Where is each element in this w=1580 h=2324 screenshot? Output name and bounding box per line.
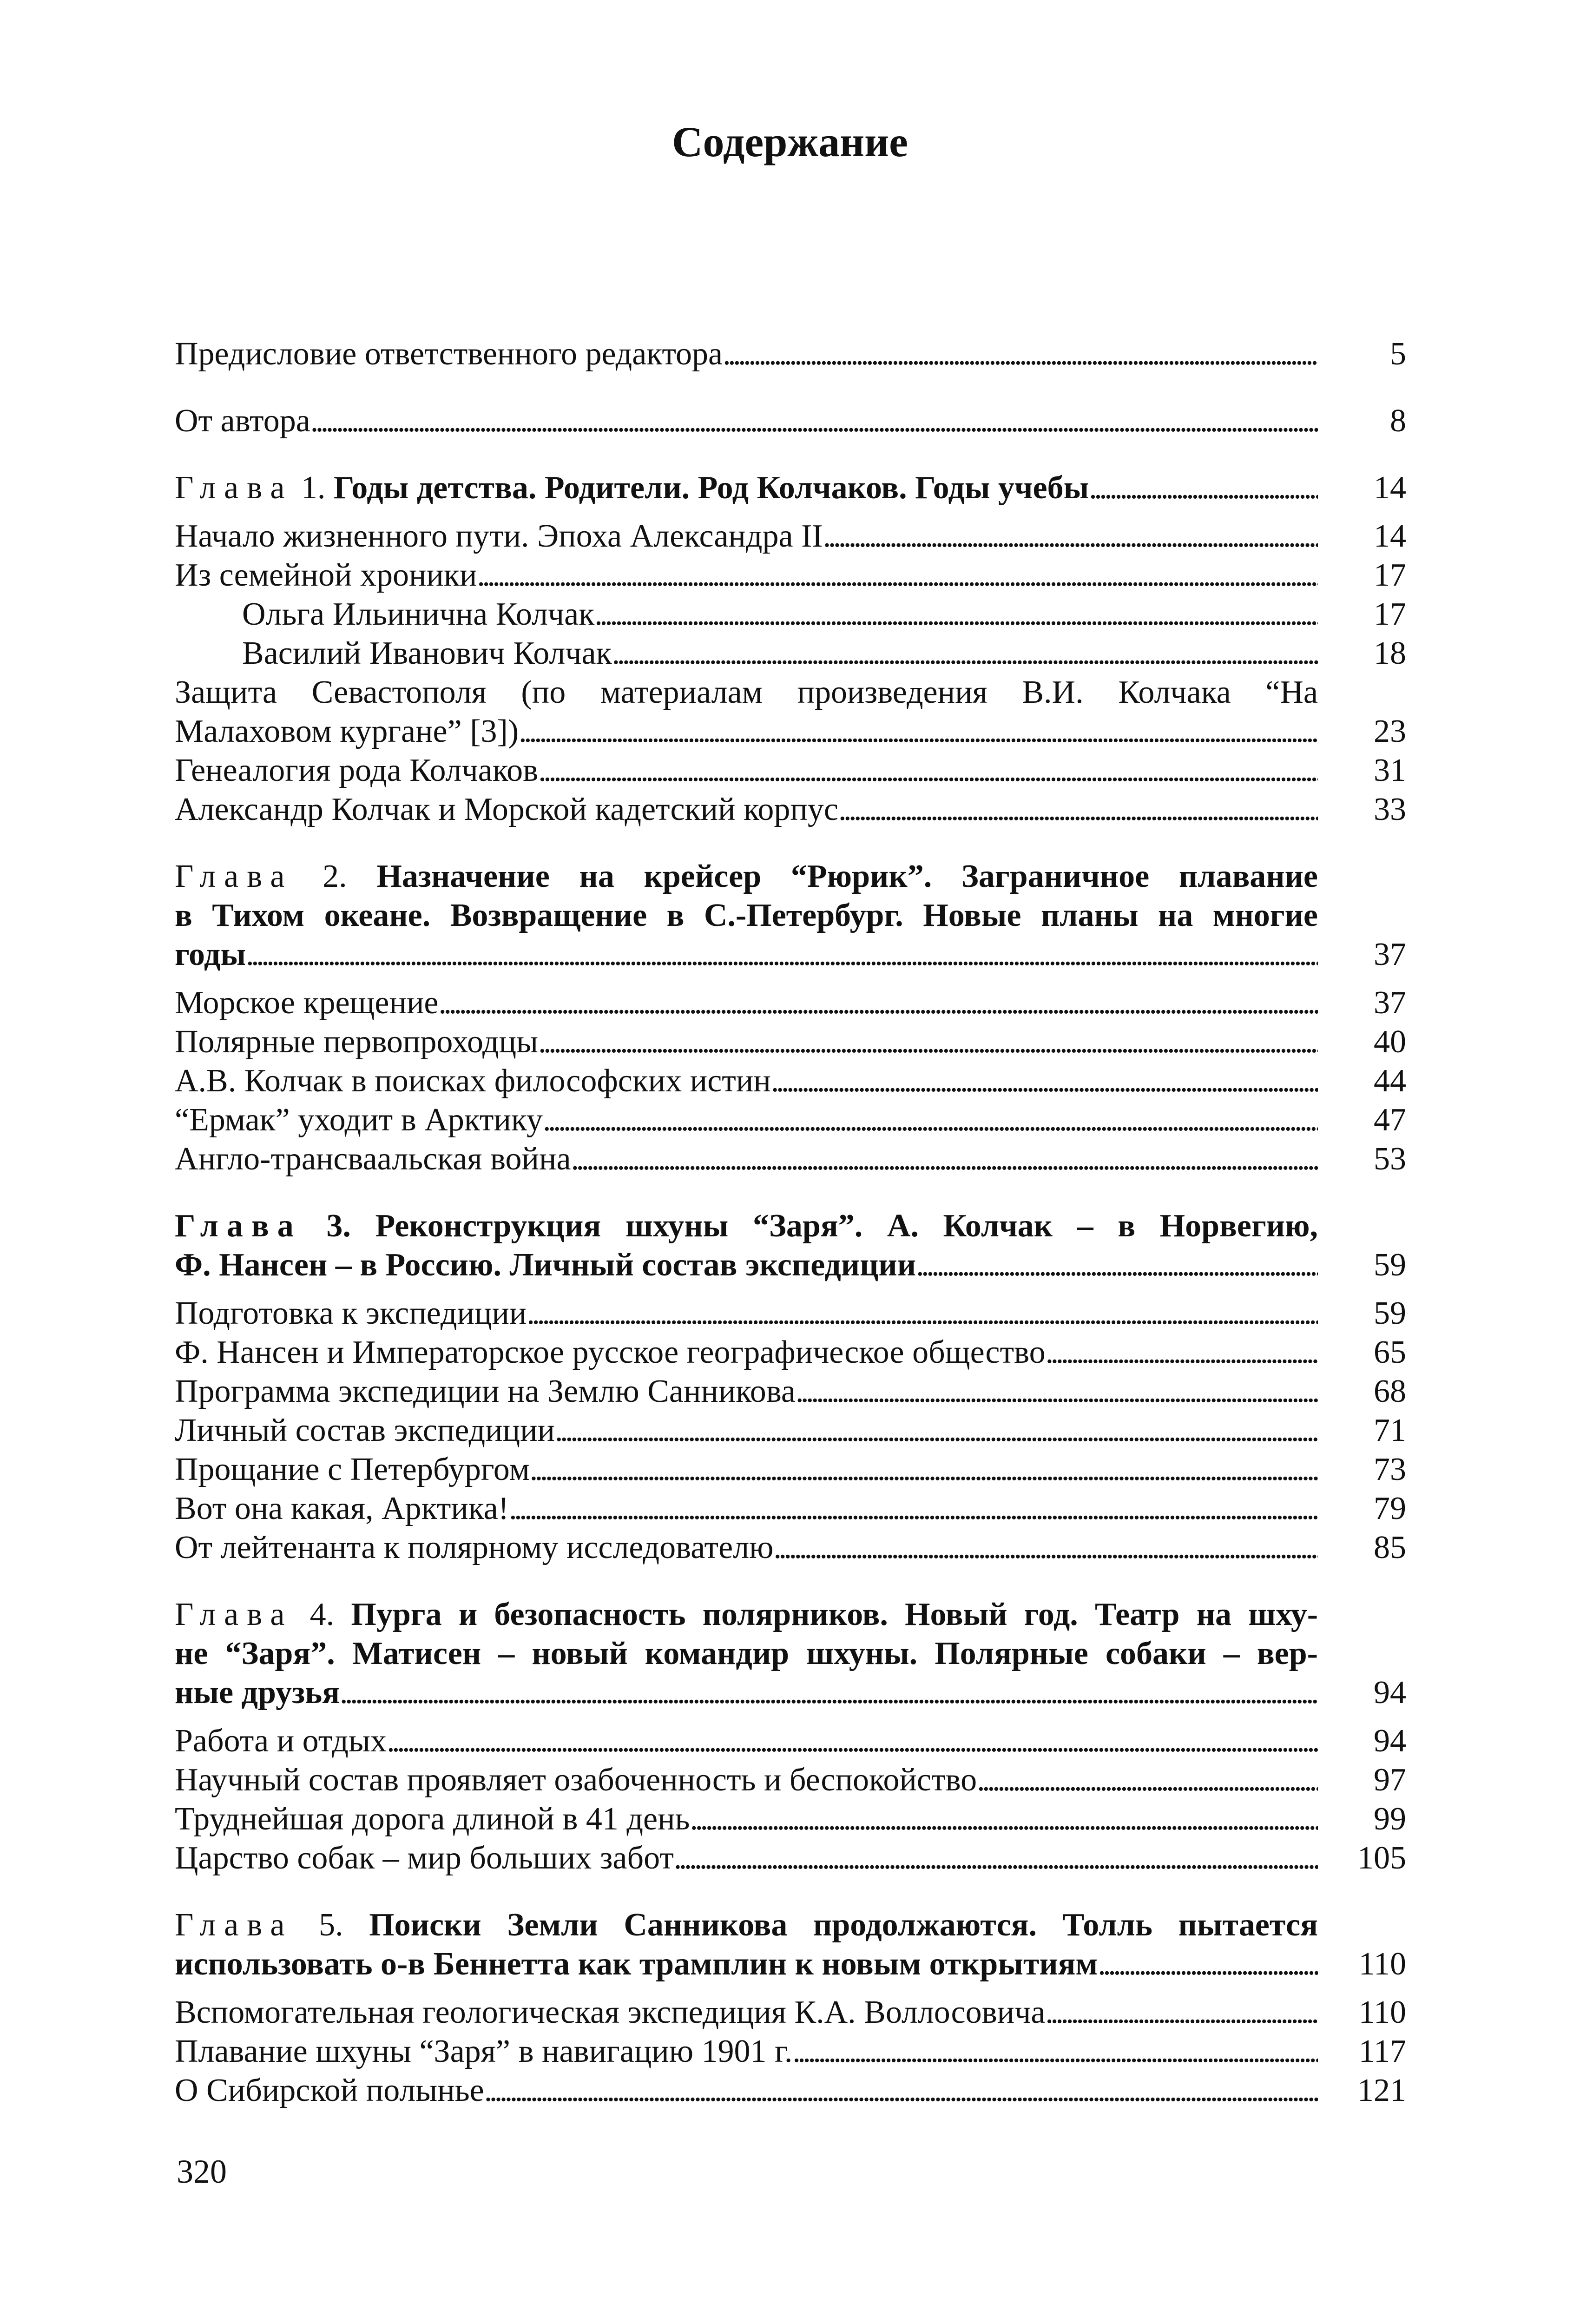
dot-leader xyxy=(555,1411,1318,1450)
entry-title: Личный состав экспедиции xyxy=(175,1413,555,1448)
dot-leader xyxy=(543,1101,1318,1140)
toc-entry xyxy=(175,1411,1406,1450)
chapter-title-line: Годы детства. Родители. Род Колчаков. Годы учебы xyxy=(333,470,1089,506)
entry-page: 33 xyxy=(1374,792,1406,827)
entry-title: “Ермак” уходит в Арктику xyxy=(175,1102,543,1138)
toc-entry xyxy=(175,1800,1406,1839)
dot-leader xyxy=(519,712,1318,751)
entry-title: Александр Колчак и Морской кадетский корпус xyxy=(175,792,838,827)
entry-title: Малаховом кургане” [3]) xyxy=(175,713,519,749)
entry-page: 59 xyxy=(1374,1295,1406,1331)
toc-entry xyxy=(175,1333,1406,1372)
toc-entry xyxy=(175,751,1406,790)
chapter-heading xyxy=(175,1595,1406,1634)
dot-leader xyxy=(773,1528,1318,1567)
dot-leader xyxy=(530,1450,1318,1489)
chapter-page: 14 xyxy=(1374,470,1406,506)
chapter-title-line: Реконструкция шхуны “Заря”. А. Колчак – в Норвегию, xyxy=(375,1208,1318,1244)
chapter-heading xyxy=(175,469,1406,508)
entry-page: 73 xyxy=(1374,1452,1406,1487)
toc-entry xyxy=(175,1528,1406,1567)
dot-leader xyxy=(796,1372,1318,1411)
toc-entry xyxy=(175,2032,1406,2071)
entry-page: 68 xyxy=(1374,1373,1406,1409)
entry-page: 94 xyxy=(1374,1723,1406,1759)
entry-title: Полярные первопроходцы xyxy=(175,1024,539,1060)
chapter-title-line: не “Заря”. Матисен – новый командир шхуны. Полярные собаки – вер- xyxy=(175,1636,1318,1671)
chapter-title-line: Ф. Нансен – в Россию. Личный состав экспедиции xyxy=(175,1247,916,1283)
chapter-heading-line xyxy=(175,1673,1406,1712)
dot-leader xyxy=(977,1761,1318,1800)
chapter-number: 2. xyxy=(323,858,347,894)
dot-leader xyxy=(484,2071,1318,2110)
entry-page: 47 xyxy=(1374,1102,1406,1138)
entry-page: 17 xyxy=(1374,557,1406,593)
chapter-heading xyxy=(175,1906,1406,1945)
toc-entry xyxy=(175,1722,1406,1761)
toc-entry xyxy=(175,517,1406,556)
chapter-label: Глава xyxy=(175,1907,293,1943)
toc-entry xyxy=(175,556,1406,595)
dot-leader xyxy=(838,790,1318,829)
dot-leader xyxy=(674,1839,1318,1878)
entry-page: 14 xyxy=(1374,518,1406,554)
entry-page: 110 xyxy=(1358,1994,1406,2030)
toc-entry xyxy=(175,1450,1406,1489)
entry-title: От автора xyxy=(175,403,310,439)
entry-title: Защита Севастополя (по материалам произведения В.И. Колчака “На xyxy=(175,674,1318,710)
toc-entry xyxy=(175,1372,1406,1411)
chapter-title-line: в Тихом океане. Возвращение в С.-Петербург. Новые планы на многие xyxy=(175,898,1318,933)
chapter-page: 110 xyxy=(1358,1946,1406,1982)
toc-entry xyxy=(175,1023,1406,1062)
dot-leader xyxy=(387,1722,1318,1761)
chapter-title-line: Назначение на крейсер “Рюрик”. Заграничное плавание xyxy=(376,858,1318,894)
chapter-title-line: ные друзья xyxy=(175,1675,340,1710)
entry-page: 8 xyxy=(1390,403,1406,439)
entry-page: 65 xyxy=(1374,1334,1406,1370)
entry-title: Вот она какая, Арктика! xyxy=(175,1491,509,1526)
chapter-heading xyxy=(175,857,1406,896)
dot-leader xyxy=(527,1294,1318,1333)
dot-leader xyxy=(612,634,1318,673)
chapter-label: Глава xyxy=(175,1597,293,1632)
entry-page: 105 xyxy=(1357,1840,1406,1876)
chapter-heading-line xyxy=(175,1945,1406,1984)
dot-leader xyxy=(792,2032,1318,2071)
entry-title: О Сибирской полынье xyxy=(175,2073,484,2108)
toc-entry xyxy=(175,790,1406,829)
toc-entry xyxy=(175,1839,1406,1878)
toc-entry xyxy=(175,1761,1406,1800)
entry-title: Труднейшая дорога длиной в 41 день xyxy=(175,1801,690,1837)
toc-entry xyxy=(175,402,1406,441)
entry-page: 121 xyxy=(1357,2073,1406,2108)
entry-title: Прощание с Петербургом xyxy=(175,1452,530,1487)
chapter-page: 94 xyxy=(1374,1675,1406,1710)
entry-title: Ольга Ильинична Колчак xyxy=(242,596,595,632)
toc-entry xyxy=(175,1140,1406,1179)
toc-entry xyxy=(175,2071,1406,2110)
dot-leader xyxy=(246,935,1318,974)
dot-leader xyxy=(538,751,1318,790)
entry-title: Плавание шхуны “Заря” в навигацию 1901 г. xyxy=(175,2034,793,2069)
dot-leader xyxy=(340,1673,1318,1712)
chapter-number: 5. xyxy=(319,1907,343,1943)
entry-page: 44 xyxy=(1374,1063,1406,1099)
toc-entry xyxy=(175,335,1406,374)
toc-entry-continued xyxy=(175,673,1406,712)
entry-title: Вспомогательная геологическая экспедиция К.А. Воллосовича xyxy=(175,1994,1046,2030)
entry-title: Василий Иванович Колчак xyxy=(242,635,612,671)
dot-leader xyxy=(1046,1333,1318,1372)
dot-leader xyxy=(690,1800,1318,1839)
entry-title: А.В. Колчак в поисках философских истин xyxy=(175,1063,771,1099)
chapter-page: 37 xyxy=(1374,937,1406,972)
entry-page: 53 xyxy=(1374,1141,1406,1177)
dot-leader xyxy=(823,517,1318,556)
entry-page: 17 xyxy=(1374,596,1406,632)
entry-page: 85 xyxy=(1374,1530,1406,1565)
toc-entry xyxy=(175,1101,1406,1140)
dot-leader xyxy=(310,402,1318,441)
chapter-title-line: годы xyxy=(175,937,246,972)
chapter-page: 59 xyxy=(1374,1247,1406,1283)
entry-title: От лейтенанта к полярному исследователю xyxy=(175,1530,774,1565)
entry-page: 40 xyxy=(1374,1024,1406,1060)
page-number: 320 xyxy=(177,2153,227,2190)
dot-leader xyxy=(571,1140,1318,1179)
dot-leader xyxy=(509,1489,1318,1528)
dot-leader xyxy=(538,1023,1318,1062)
chapter-number: 3. xyxy=(326,1208,351,1244)
entry-page: 79 xyxy=(1374,1491,1406,1526)
table-of-contents xyxy=(175,335,1406,2110)
chapter-heading xyxy=(175,1207,1406,1246)
dot-leader xyxy=(723,335,1318,374)
chapter-label: Глава xyxy=(175,1208,302,1244)
toc-subentry xyxy=(175,595,1406,634)
entry-page: 99 xyxy=(1374,1801,1406,1837)
chapter-heading-line xyxy=(175,1246,1406,1285)
page-title: Содержание xyxy=(672,118,908,165)
dot-leader xyxy=(439,984,1318,1023)
dot-leader xyxy=(1089,469,1318,508)
toc-entry xyxy=(175,1489,1406,1528)
chapter-title-line: Пурга и безопасность полярников. Новый год. Театр на шху- xyxy=(351,1597,1318,1632)
entry-title: Научный состав проявляет озабоченность и беспокойство xyxy=(175,1762,977,1798)
chapter-heading-line xyxy=(175,896,1406,935)
toc-entry xyxy=(175,1062,1406,1101)
dot-leader xyxy=(594,595,1318,634)
dot-leader xyxy=(1045,1993,1318,2032)
entry-title: Предисловие ответственного редактора xyxy=(175,336,723,372)
chapter-label: Глава xyxy=(175,470,293,506)
entry-title: Морское крещение xyxy=(175,985,439,1021)
dot-leader xyxy=(771,1062,1318,1101)
entry-page: 31 xyxy=(1374,753,1406,788)
chapter-number: 4. xyxy=(309,1597,335,1632)
toc-entry xyxy=(175,1993,1406,2032)
dot-leader xyxy=(916,1246,1318,1285)
chapter-number: 1. xyxy=(301,470,326,506)
entry-page: 23 xyxy=(1374,713,1406,749)
toc-entry xyxy=(175,1294,1406,1333)
entry-page: 97 xyxy=(1374,1762,1406,1798)
toc-entry xyxy=(175,984,1406,1023)
chapter-label: Глава xyxy=(175,858,293,894)
chapter-heading-line xyxy=(175,1634,1406,1673)
entry-page: 18 xyxy=(1374,635,1406,671)
toc-entry xyxy=(175,712,1406,751)
dot-leader xyxy=(477,556,1318,595)
chapter-title-line: Поиски Земли Санникова продолжаются. Толль пытается xyxy=(369,1907,1318,1943)
entry-title: Программа экспедиции на Землю Санникова xyxy=(175,1373,796,1409)
entry-title: Генеалогия рода Колчаков xyxy=(175,753,539,788)
dot-leader xyxy=(1098,1945,1318,1984)
chapter-title-line: использовать о-в Беннетта как трамплин к новым открытиям xyxy=(175,1946,1098,1982)
toc-subentry xyxy=(175,634,1406,673)
entry-page: 71 xyxy=(1374,1413,1406,1448)
entry-title: Подготовка к экспедиции xyxy=(175,1295,527,1331)
entry-title: Из семейной хроники xyxy=(175,557,477,593)
entry-page: 37 xyxy=(1374,985,1406,1021)
entry-page: 5 xyxy=(1390,336,1406,372)
entry-title: Ф. Нансен и Императорское русское географическое общество xyxy=(175,1334,1046,1370)
entry-page: 117 xyxy=(1358,2034,1406,2069)
entry-title: Царство собак – мир больших забот xyxy=(175,1840,674,1876)
entry-title: Англо-трансваальская война xyxy=(175,1141,571,1177)
chapter-heading-line xyxy=(175,935,1406,974)
entry-title: Работа и отдых xyxy=(175,1723,387,1759)
entry-title: Начало жизненного пути. Эпоха Александра II xyxy=(175,518,823,554)
